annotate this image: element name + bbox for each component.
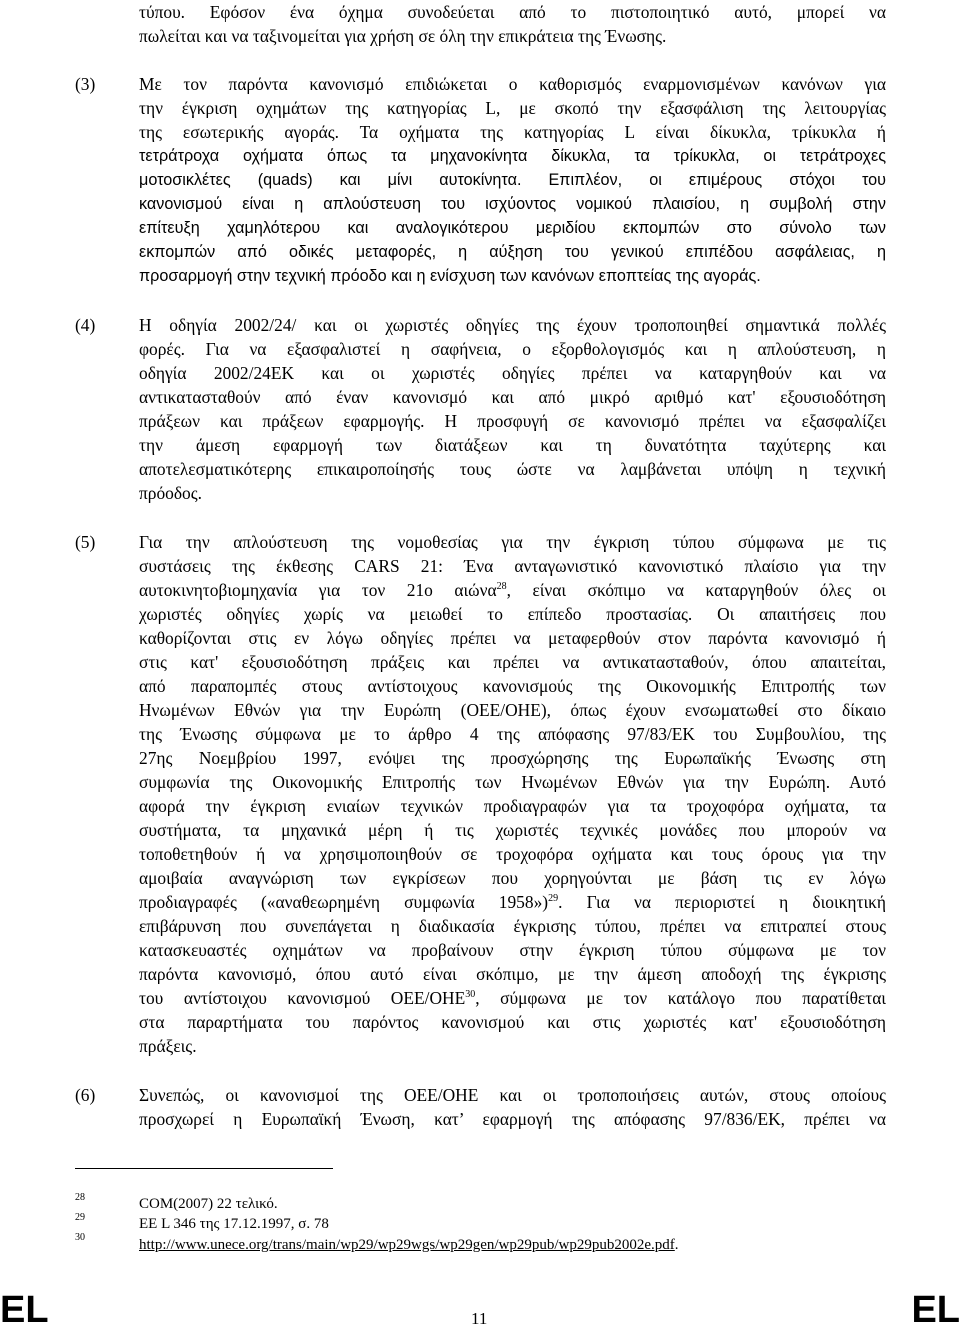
text-line: της εσωτερικής αγοράς. Τα οχήματα της κατηγορίας L είναι δίκυκλα, τρίκυκλα ή bbox=[139, 122, 886, 142]
text-line: τύπου. Εφόσον ένα όχημα συνοδεύεται από το πιστοποιητικό αυτό, μπορεί να bbox=[139, 2, 886, 22]
text-line: τοποθετηθούν ή να χρησιμοποιηθούν σε τροχοφόρα οχήματα και τους όρους για την bbox=[139, 844, 886, 864]
text-line: Ηνωμένων Εθνών για την Ευρώπη (ΟΕΕ/ΟΗΕ), όπως έχουν ενσωματωθεί στο δίκαιο bbox=[139, 700, 886, 720]
text-line bbox=[139, 986, 886, 1010]
text-line: Συνεπώς, οι κανονισμοί της ΟΕΕ/ΟΗΕ και οι τροποποιήσεις αυτών, στους οποίους bbox=[139, 1085, 886, 1105]
text-line: χωριστές οδηγίες χωρίς να μειωθεί το επίπεδο προστασίας. Οι απαιτήσεις που bbox=[139, 604, 886, 624]
text-line: καθορίζονται στις εν λόγω οδηγίες πρέπει να μεταφερθούν στον παρόντα κανονισμό ή bbox=[139, 628, 886, 648]
text-line: πράξεων και πράξεων εφαρμογής. Η προσφυγή σε κανονισμό πρέπει να εξασφαλίζει bbox=[139, 411, 886, 431]
text-line: φορές. Για να εξασφαλιστεί η σαφήνεια, ο εξορθολογισμός και η απλούστευση, η bbox=[139, 339, 886, 359]
footnote-divider bbox=[75, 1168, 333, 1169]
text-line: αντικατασταθούν από έναν κανονισμό και από μικρό αριθμό κατ' εξουσιοδότηση bbox=[139, 387, 886, 407]
text-line: συστάσεις της έκθεσης CARS 21: Ένα ανταγωνιστικό κανονιστικό πλαίσιο για την bbox=[139, 556, 886, 576]
language-code-left: EL bbox=[0, 1289, 49, 1331]
text-line: συμφωνία της Οικονομικής Επιτροπής των Ηνωμένων Εθνών για την Ευρώπη. Αυτό bbox=[139, 772, 886, 792]
footnote-ref[interactable]: 28 bbox=[496, 581, 507, 592]
footnote-ref[interactable]: 30 bbox=[465, 989, 476, 1000]
footnote-text: COM(2007) 22 τελικό. bbox=[139, 1196, 278, 1212]
text-line: παρόντα κανονισμό, όπου αυτό είναι σκόπιμο, με την άμεση αποδοχή της έγκρισης bbox=[139, 964, 886, 984]
text-line: 27ης Νοεμβρίου 1997, ενόψει της προσχώρησης της Ευρωπαϊκής Ένωσης στη bbox=[139, 748, 886, 768]
footnote-mark: 29 bbox=[75, 1212, 85, 1223]
text-line: επίτευξη χαμηλότερου και αναλογικότερου μεριδίου εκπομπών στο σύνολο των bbox=[139, 219, 886, 237]
text-line: μοτοσικλέτες (quads) και μίνι αυτοκίνητα. Επιπλέον, οι επιμέρους στόχοι του bbox=[139, 171, 886, 189]
text-line: στα παραρτήματα του παρόντος κανονισμού και στις χωριστές κατ' εξουσιοδότηση bbox=[139, 1012, 886, 1032]
text-line: προσχωρεί η Ευρωπαϊκή Ένωση, κατ’ εφαρμογή της απόφασης 97/836/ΕΚ, πρέπει να bbox=[139, 1109, 886, 1129]
footnote-mark: 30 bbox=[75, 1232, 85, 1243]
text-line: πωλείται και να ταξινομείται για χρήση σε όλη την επικράτεια της Ένωσης. bbox=[139, 26, 667, 46]
text-line: από παραπομπές στους αντίστοιχους κανονισμούς της Οικονομικής Επιτροπής των bbox=[139, 676, 886, 696]
paragraph-number: (6) bbox=[75, 1085, 96, 1105]
text-segment: . Για να περιοριστεί η διοικητική bbox=[558, 892, 886, 912]
text-segment: αυτοκινητοβιομηχανία για τον 21ο αιώνα bbox=[139, 580, 497, 600]
footnote-ref[interactable]: 29 bbox=[548, 893, 559, 904]
text-line: πρόοδος. bbox=[139, 483, 202, 503]
text-line: αφορά την έγκριση ενιαίων τεχνικών προδιαγραφών για τα τροχοφόρα οχήματα, τα bbox=[139, 796, 886, 816]
text-line: εκπομπών από οδικές μεταφορές, η αύξηση του γενικού επιπέδου ασφάλειας, η bbox=[139, 243, 886, 261]
footnote-tail: . bbox=[674, 1237, 679, 1253]
text-line: κανονισμού είναι η απλούστευση του ισχύοντος νομικού πλαισίου, η συμβολή στην bbox=[139, 195, 886, 213]
text-line: κατασκευαστές οχημάτων να προβαίνουν στην έγκριση τύπου σύμφωνα με τον bbox=[139, 940, 886, 960]
footnote-text bbox=[139, 1236, 679, 1254]
paragraph-number: (3) bbox=[75, 74, 96, 94]
footnote-text: ΕΕ L 346 της 17.12.1997, σ. 78 bbox=[139, 1216, 329, 1232]
text-segment: , σύμφωνα με τον κατάλογο που παρατίθεται bbox=[475, 988, 886, 1008]
text-line: στις κατ' εξουσιοδότηση πράξεις και πρέπει να αντικατασταθούν, όπου απαιτείται, bbox=[139, 652, 886, 672]
text-line: της Ένωσης σύμφωνα με το άρθρο 4 της απόφασης 97/83/ΕΚ του Συμβουλίου, της bbox=[139, 724, 886, 744]
text-line: την έγκριση οχημάτων της κατηγορίας L, με σκοπό την εξασφάλιση της λειτουργίας bbox=[139, 98, 886, 118]
text-line: Με τον παρόντα κανονισμό επιδιώκεται ο καθορισμός εναρμονισμένων κανόνων για bbox=[139, 74, 886, 94]
text-line: προσαρμογή στην τεχνική πρόοδο και η ενίσχυση των κανόνων εποπτείας της αγοράς. bbox=[139, 267, 761, 285]
text-line: τετράτροχα οχήματα όπως τα μηχανοκίνητα δίκυκλα, τα τρίκυκλα, οι τετράτροχες bbox=[139, 147, 886, 165]
text-line: οδηγία 2002/24ΕΚ και οι χωριστές οδηγίες πρέπει να καταργηθούν και να bbox=[139, 363, 886, 383]
text-segment: προδιαγραφές («αναθεωρημένη συμφωνία 1958») bbox=[139, 892, 549, 912]
language-code-right: EL bbox=[911, 1289, 960, 1331]
text-line: την άμεση εφαρμογή των διατάξεων και τη δυνατότητα ταχύτερης και bbox=[139, 435, 886, 455]
text-line: συστήματα, τα μηχανικά μέρη ή τις χωριστές τεχνικές μονάδες που μπορούν να bbox=[139, 820, 886, 840]
text-line: αμοιβαία αναγνώριση των εγκρίσεων που χορηγούνται με βάση τις εν λόγω bbox=[139, 868, 886, 888]
paragraph-number: (5) bbox=[75, 532, 96, 552]
text-segment: του αντίστοιχου κανονισμού ΟΕΕ/ΟΗΕ bbox=[139, 988, 466, 1008]
footnote-mark: 28 bbox=[75, 1192, 85, 1203]
text-line: πράξεις. bbox=[139, 1036, 197, 1056]
text-line bbox=[139, 578, 886, 602]
text-line: Η οδηγία 2002/24/ και οι χωριστές οδηγίες της έχουν τροποποιηθεί σημαντικά πολλές bbox=[139, 315, 886, 335]
text-line: επιβάρυνση που συνεπάγεται η διαδικασία έγκρισης τύπου, πρέπει να επιτραπεί στους bbox=[139, 916, 886, 936]
paragraph-number: (4) bbox=[75, 315, 96, 335]
text-line: Για την απλούστευση της νομοθεσίας για την έγκριση τύπου σύμφωνα με τις bbox=[139, 532, 886, 552]
page-number: 11 bbox=[471, 1309, 488, 1328]
text-line bbox=[139, 890, 886, 914]
footnote-link[interactable]: http://www.unece.org/trans/main/wp29/wp29wgs/wp29gen/wp29pub/wp29pub2002e.pdf bbox=[139, 1237, 675, 1253]
text-segment: , είναι σκόπιμο να καταργηθούν όλες οι bbox=[506, 580, 886, 600]
text-line: αποτελεσματικότερης επικαιροποίησής τους ώστε να λαμβάνεται υπόψη η τεχνική bbox=[139, 459, 886, 479]
